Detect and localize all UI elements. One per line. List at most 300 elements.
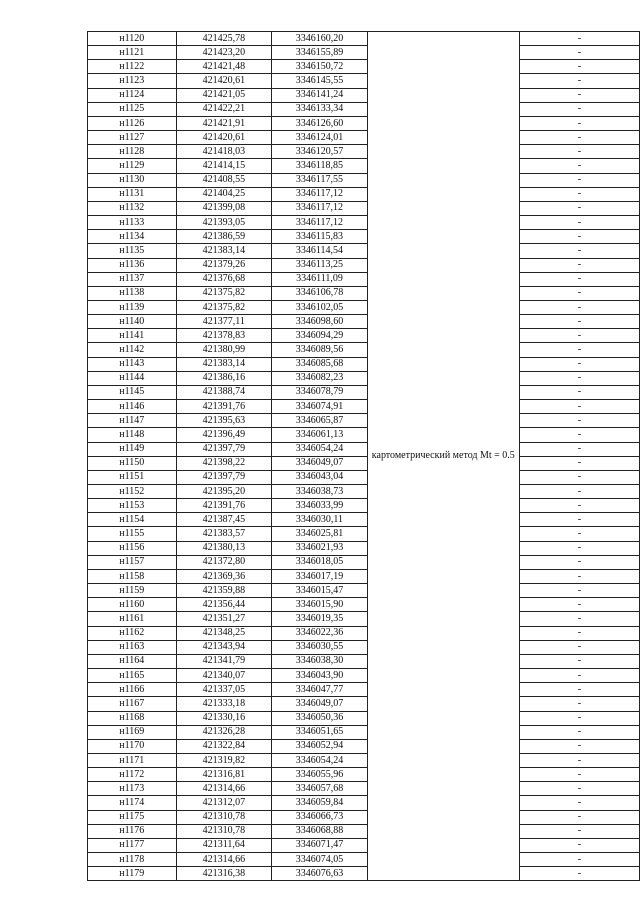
y-coordinate-cell: 3346118,85 — [272, 159, 368, 173]
y-coordinate-cell: 3346051,65 — [272, 725, 368, 739]
point-name-cell: н1161 — [88, 612, 177, 626]
point-name-cell: н1126 — [88, 116, 177, 130]
x-coordinate-cell: 421343,94 — [176, 640, 272, 654]
y-coordinate-cell: 3346111,09 — [272, 272, 368, 286]
y-coordinate-cell: 3346022,36 — [272, 626, 368, 640]
table-row — [88, 555, 640, 569]
table-row — [88, 60, 640, 74]
table-row — [88, 768, 640, 782]
x-coordinate-cell: 421372,80 — [176, 555, 272, 569]
point-name-cell: н1157 — [88, 555, 177, 569]
mark-cell: - — [519, 838, 639, 852]
table-row — [88, 272, 640, 286]
mark-cell: - — [519, 527, 639, 541]
y-coordinate-cell: 3346074,91 — [272, 400, 368, 414]
mark-cell: - — [519, 753, 639, 767]
table-row — [88, 598, 640, 612]
point-name-cell: н1139 — [88, 300, 177, 314]
mark-cell: - — [519, 470, 639, 484]
x-coordinate-cell: 421404,25 — [176, 187, 272, 201]
x-coordinate-cell: 421356,44 — [176, 598, 272, 612]
point-name-cell: н1179 — [88, 867, 177, 881]
table-row — [88, 513, 640, 527]
x-coordinate-cell: 421337,05 — [176, 683, 272, 697]
y-coordinate-cell: 3346043,04 — [272, 470, 368, 484]
table-row — [88, 343, 640, 357]
table-row — [88, 173, 640, 187]
point-name-cell: н1150 — [88, 456, 177, 470]
method-cell — [367, 32, 519, 881]
x-coordinate-cell: 421397,79 — [176, 470, 272, 484]
point-name-cell: н1147 — [88, 414, 177, 428]
x-coordinate-cell: 421351,27 — [176, 612, 272, 626]
table-row — [88, 541, 640, 555]
x-coordinate-cell: 421359,88 — [176, 584, 272, 598]
point-name-cell: н1144 — [88, 371, 177, 385]
x-coordinate-cell: 421311,64 — [176, 838, 272, 852]
point-name-cell: н1174 — [88, 796, 177, 810]
mark-cell: - — [519, 867, 639, 881]
point-name-cell: н1141 — [88, 329, 177, 343]
mark-cell: - — [519, 46, 639, 60]
point-name-cell: н1127 — [88, 131, 177, 145]
y-coordinate-cell: 3346047,77 — [272, 683, 368, 697]
table-row — [88, 46, 640, 60]
x-coordinate-cell: 421391,76 — [176, 499, 272, 513]
table-row — [88, 414, 640, 428]
mark-cell: - — [519, 598, 639, 612]
y-coordinate-cell: 3346030,55 — [272, 640, 368, 654]
y-coordinate-cell: 3346038,73 — [272, 485, 368, 499]
table-row — [88, 201, 640, 215]
x-coordinate-cell: 421397,79 — [176, 442, 272, 456]
point-name-cell: н1133 — [88, 216, 177, 230]
y-coordinate-cell: 3346054,24 — [272, 753, 368, 767]
y-coordinate-cell: 3346049,07 — [272, 697, 368, 711]
y-coordinate-cell: 3346025,81 — [272, 527, 368, 541]
point-name-cell: н1153 — [88, 499, 177, 513]
x-coordinate-cell: 421341,79 — [176, 654, 272, 668]
mark-cell: - — [519, 584, 639, 598]
mark-cell: - — [519, 329, 639, 343]
point-name-cell: н1128 — [88, 145, 177, 159]
table-row — [88, 145, 640, 159]
y-coordinate-cell: 3346085,68 — [272, 357, 368, 371]
x-coordinate-cell: 421386,16 — [176, 371, 272, 385]
point-name-cell: н1173 — [88, 782, 177, 796]
point-name-cell: н1129 — [88, 159, 177, 173]
point-name-cell: н1177 — [88, 838, 177, 852]
point-name-cell: н1142 — [88, 343, 177, 357]
y-coordinate-cell: 3346049,07 — [272, 456, 368, 470]
table-row — [88, 640, 640, 654]
x-coordinate-cell: 421314,66 — [176, 782, 272, 796]
table-row — [88, 102, 640, 116]
table-row — [88, 782, 640, 796]
x-coordinate-cell: 421383,57 — [176, 527, 272, 541]
mark-cell: - — [519, 669, 639, 683]
x-coordinate-cell: 421326,28 — [176, 725, 272, 739]
mark-cell: - — [519, 513, 639, 527]
table-row — [88, 187, 640, 201]
x-coordinate-cell: 421369,36 — [176, 569, 272, 583]
x-coordinate-cell: 421383,14 — [176, 244, 272, 258]
y-coordinate-cell: 3346082,23 — [272, 371, 368, 385]
mark-cell: - — [519, 824, 639, 838]
mark-cell: - — [519, 102, 639, 116]
table-row — [88, 371, 640, 385]
y-coordinate-cell: 3346052,94 — [272, 739, 368, 753]
point-name-cell: н1155 — [88, 527, 177, 541]
table-row — [88, 796, 640, 810]
mark-cell: - — [519, 428, 639, 442]
x-coordinate-cell: 421421,48 — [176, 60, 272, 74]
x-coordinate-cell: 421387,45 — [176, 513, 272, 527]
mark-cell: - — [519, 116, 639, 130]
mark-cell: - — [519, 244, 639, 258]
point-name-cell: н1166 — [88, 683, 177, 697]
x-coordinate-cell: 421395,63 — [176, 414, 272, 428]
y-coordinate-cell: 3346145,55 — [272, 74, 368, 88]
point-name-cell: н1151 — [88, 470, 177, 484]
y-coordinate-cell: 3346017,19 — [272, 569, 368, 583]
mark-cell: - — [519, 768, 639, 782]
table-row — [88, 88, 640, 102]
mark-cell: - — [519, 541, 639, 555]
x-coordinate-cell: 421310,78 — [176, 824, 272, 838]
table-row — [88, 527, 640, 541]
x-coordinate-cell: 421376,68 — [176, 272, 272, 286]
x-coordinate-cell: 421425,78 — [176, 32, 272, 46]
point-name-cell: н1120 — [88, 32, 177, 46]
point-name-cell: н1140 — [88, 315, 177, 329]
point-name-cell: н1178 — [88, 853, 177, 867]
table-row — [88, 159, 640, 173]
table-row — [88, 357, 640, 371]
mark-cell: - — [519, 499, 639, 513]
point-name-cell: н1121 — [88, 46, 177, 60]
mark-cell: - — [519, 357, 639, 371]
point-name-cell: н1164 — [88, 654, 177, 668]
x-coordinate-cell: 421395,20 — [176, 485, 272, 499]
point-name-cell: н1123 — [88, 74, 177, 88]
y-coordinate-cell: 3346113,25 — [272, 258, 368, 272]
y-coordinate-cell: 3346117,12 — [272, 216, 368, 230]
y-coordinate-cell: 3346019,35 — [272, 612, 368, 626]
coordinates-table — [87, 31, 640, 881]
x-coordinate-cell: 421377,11 — [176, 315, 272, 329]
table-row — [88, 400, 640, 414]
mark-cell: - — [519, 385, 639, 399]
y-coordinate-cell: 3346043,90 — [272, 669, 368, 683]
point-name-cell: н1167 — [88, 697, 177, 711]
point-name-cell: н1148 — [88, 428, 177, 442]
table-row — [88, 258, 640, 272]
table-row — [88, 300, 640, 314]
table-row — [88, 216, 640, 230]
y-coordinate-cell: 3346071,47 — [272, 838, 368, 852]
y-coordinate-cell: 3346015,47 — [272, 584, 368, 598]
table-row — [88, 286, 640, 300]
table-row — [88, 485, 640, 499]
y-coordinate-cell: 3346055,96 — [272, 768, 368, 782]
x-coordinate-cell: 421322,84 — [176, 739, 272, 753]
y-coordinate-cell: 3346030,11 — [272, 513, 368, 527]
y-coordinate-cell: 3346106,78 — [272, 286, 368, 300]
point-name-cell: н1143 — [88, 357, 177, 371]
mark-cell: - — [519, 569, 639, 583]
mark-cell: - — [519, 485, 639, 499]
mark-cell: - — [519, 216, 639, 230]
mark-cell: - — [519, 173, 639, 187]
table-row — [88, 442, 640, 456]
y-coordinate-cell: 3346078,79 — [272, 385, 368, 399]
mark-cell: - — [519, 456, 639, 470]
y-coordinate-cell: 3346120,57 — [272, 145, 368, 159]
mark-cell: - — [519, 272, 639, 286]
x-coordinate-cell: 421379,26 — [176, 258, 272, 272]
y-coordinate-cell: 3346018,05 — [272, 555, 368, 569]
mark-cell: - — [519, 853, 639, 867]
point-name-cell: н1125 — [88, 102, 177, 116]
y-coordinate-cell: 3346094,29 — [272, 329, 368, 343]
table-row — [88, 569, 640, 583]
x-coordinate-cell: 421422,21 — [176, 102, 272, 116]
point-name-cell: н1159 — [88, 584, 177, 598]
mark-cell: - — [519, 725, 639, 739]
mark-cell: - — [519, 371, 639, 385]
mark-cell: - — [519, 400, 639, 414]
x-coordinate-cell: 421420,61 — [176, 131, 272, 145]
x-coordinate-cell: 421314,66 — [176, 853, 272, 867]
mark-cell: - — [519, 159, 639, 173]
point-name-cell: н1158 — [88, 569, 177, 583]
x-coordinate-cell: 421420,61 — [176, 74, 272, 88]
table-row — [88, 329, 640, 343]
x-coordinate-cell: 421380,99 — [176, 343, 272, 357]
table-row — [88, 116, 640, 130]
x-coordinate-cell: 421348,25 — [176, 626, 272, 640]
table-row — [88, 697, 640, 711]
table-row — [88, 683, 640, 697]
y-coordinate-cell: 3346038,30 — [272, 654, 368, 668]
table-row — [88, 853, 640, 867]
mark-cell: - — [519, 683, 639, 697]
y-coordinate-cell: 3346117,12 — [272, 187, 368, 201]
y-coordinate-cell: 3346114,54 — [272, 244, 368, 258]
y-coordinate-cell: 3346150,72 — [272, 60, 368, 74]
y-coordinate-cell: 3346061,13 — [272, 428, 368, 442]
y-coordinate-cell: 3346115,83 — [272, 230, 368, 244]
table-row — [88, 131, 640, 145]
mark-cell: - — [519, 343, 639, 357]
mark-cell: - — [519, 442, 639, 456]
mark-cell: - — [519, 286, 639, 300]
y-coordinate-cell: 3346068,88 — [272, 824, 368, 838]
point-name-cell: н1149 — [88, 442, 177, 456]
mark-cell: - — [519, 258, 639, 272]
y-coordinate-cell: 3346059,84 — [272, 796, 368, 810]
point-name-cell: н1137 — [88, 272, 177, 286]
point-name-cell: н1172 — [88, 768, 177, 782]
mark-cell: - — [519, 315, 639, 329]
y-coordinate-cell: 3346066,73 — [272, 810, 368, 824]
table-row — [88, 654, 640, 668]
mark-cell: - — [519, 230, 639, 244]
point-name-cell: н1175 — [88, 810, 177, 824]
point-name-cell: н1156 — [88, 541, 177, 555]
x-coordinate-cell: 421380,13 — [176, 541, 272, 555]
table-row — [88, 584, 640, 598]
point-name-cell: н1135 — [88, 244, 177, 258]
y-coordinate-cell: 3346021,93 — [272, 541, 368, 555]
mark-cell: - — [519, 697, 639, 711]
point-name-cell: н1131 — [88, 187, 177, 201]
x-coordinate-cell: 421396,49 — [176, 428, 272, 442]
table-row — [88, 385, 640, 399]
table-row — [88, 626, 640, 640]
mark-cell: - — [519, 60, 639, 74]
mark-cell: - — [519, 555, 639, 569]
y-coordinate-cell: 3346054,24 — [272, 442, 368, 456]
point-name-cell: н1165 — [88, 669, 177, 683]
mark-cell: - — [519, 711, 639, 725]
x-coordinate-cell: 421375,82 — [176, 300, 272, 314]
table-row — [88, 244, 640, 258]
y-coordinate-cell: 3346141,24 — [272, 88, 368, 102]
x-coordinate-cell: 421316,81 — [176, 768, 272, 782]
point-name-cell: н1136 — [88, 258, 177, 272]
x-coordinate-cell: 421310,78 — [176, 810, 272, 824]
x-coordinate-cell: 421316,38 — [176, 867, 272, 881]
x-coordinate-cell: 421421,05 — [176, 88, 272, 102]
y-coordinate-cell: 3346117,12 — [272, 201, 368, 215]
mark-cell: - — [519, 300, 639, 314]
point-name-cell: н1132 — [88, 201, 177, 215]
table-row — [88, 867, 640, 881]
y-coordinate-cell: 3346133,34 — [272, 102, 368, 116]
point-name-cell: н1171 — [88, 753, 177, 767]
y-coordinate-cell: 3346098,60 — [272, 315, 368, 329]
table-row — [88, 428, 640, 442]
point-name-cell: н1163 — [88, 640, 177, 654]
mark-cell: - — [519, 626, 639, 640]
point-name-cell: н1138 — [88, 286, 177, 300]
table-row — [88, 810, 640, 824]
mark-cell: - — [519, 32, 639, 46]
table-row — [88, 74, 640, 88]
x-coordinate-cell: 421408,55 — [176, 173, 272, 187]
x-coordinate-cell: 421319,82 — [176, 753, 272, 767]
x-coordinate-cell: 421399,08 — [176, 201, 272, 215]
x-coordinate-cell: 421383,14 — [176, 357, 272, 371]
x-coordinate-cell: 421391,76 — [176, 400, 272, 414]
point-name-cell: н1134 — [88, 230, 177, 244]
mark-cell: - — [519, 201, 639, 215]
x-coordinate-cell: 421330,16 — [176, 711, 272, 725]
point-name-cell: н1176 — [88, 824, 177, 838]
point-name-cell: н1170 — [88, 739, 177, 753]
mark-cell: - — [519, 796, 639, 810]
table-row — [88, 230, 640, 244]
point-name-cell: н1146 — [88, 400, 177, 414]
table-row — [88, 739, 640, 753]
x-coordinate-cell: 421421,91 — [176, 116, 272, 130]
point-name-cell: н1162 — [88, 626, 177, 640]
mark-cell: - — [519, 640, 639, 654]
table-row — [88, 315, 640, 329]
point-name-cell: н1160 — [88, 598, 177, 612]
y-coordinate-cell: 3346076,63 — [272, 867, 368, 881]
y-coordinate-cell: 3346057,68 — [272, 782, 368, 796]
table-row — [88, 456, 640, 470]
x-coordinate-cell: 421333,18 — [176, 697, 272, 711]
mark-cell: - — [519, 654, 639, 668]
y-coordinate-cell: 3346160,20 — [272, 32, 368, 46]
y-coordinate-cell: 3346102,05 — [272, 300, 368, 314]
mark-cell: - — [519, 74, 639, 88]
point-name-cell: н1152 — [88, 485, 177, 499]
y-coordinate-cell: 3346124,01 — [272, 131, 368, 145]
point-name-cell: н1169 — [88, 725, 177, 739]
x-coordinate-cell: 421386,59 — [176, 230, 272, 244]
point-name-cell: н1124 — [88, 88, 177, 102]
mark-cell: - — [519, 739, 639, 753]
x-coordinate-cell: 421393,05 — [176, 216, 272, 230]
point-name-cell: н1145 — [88, 385, 177, 399]
mark-cell: - — [519, 782, 639, 796]
x-coordinate-cell: 421423,20 — [176, 46, 272, 60]
mark-cell: - — [519, 88, 639, 102]
x-coordinate-cell: 421340,07 — [176, 669, 272, 683]
table-row — [88, 753, 640, 767]
table-row — [88, 32, 640, 46]
x-coordinate-cell: 421398,22 — [176, 456, 272, 470]
x-coordinate-cell: 421312,07 — [176, 796, 272, 810]
y-coordinate-cell: 3346015,90 — [272, 598, 368, 612]
x-coordinate-cell: 421414,15 — [176, 159, 272, 173]
y-coordinate-cell: 3346033,99 — [272, 499, 368, 513]
table-row — [88, 824, 640, 838]
table-row — [88, 612, 640, 626]
coordinates-table-body — [88, 32, 640, 881]
mark-cell: - — [519, 414, 639, 428]
table-row — [88, 499, 640, 513]
x-coordinate-cell: 421378,83 — [176, 329, 272, 343]
coordinates-table-sheet — [87, 31, 640, 881]
y-coordinate-cell: 3346117,55 — [272, 173, 368, 187]
y-coordinate-cell: 3346065,87 — [272, 414, 368, 428]
table-row — [88, 470, 640, 484]
point-name-cell: н1130 — [88, 173, 177, 187]
table-row — [88, 669, 640, 683]
x-coordinate-cell: 421388,74 — [176, 385, 272, 399]
mark-cell: - — [519, 187, 639, 201]
table-row — [88, 711, 640, 725]
y-coordinate-cell: 3346089,56 — [272, 343, 368, 357]
point-name-cell: н1154 — [88, 513, 177, 527]
table-row — [88, 725, 640, 739]
point-name-cell: н1168 — [88, 711, 177, 725]
table-row — [88, 838, 640, 852]
x-coordinate-cell: 421418,03 — [176, 145, 272, 159]
x-coordinate-cell: 421375,82 — [176, 286, 272, 300]
y-coordinate-cell: 3346074,05 — [272, 853, 368, 867]
y-coordinate-cell: 3346126,60 — [272, 116, 368, 130]
point-name-cell: н1122 — [88, 60, 177, 74]
method-text: картометрический метод Mt = 0.5 — [371, 450, 515, 462]
mark-cell: - — [519, 145, 639, 159]
